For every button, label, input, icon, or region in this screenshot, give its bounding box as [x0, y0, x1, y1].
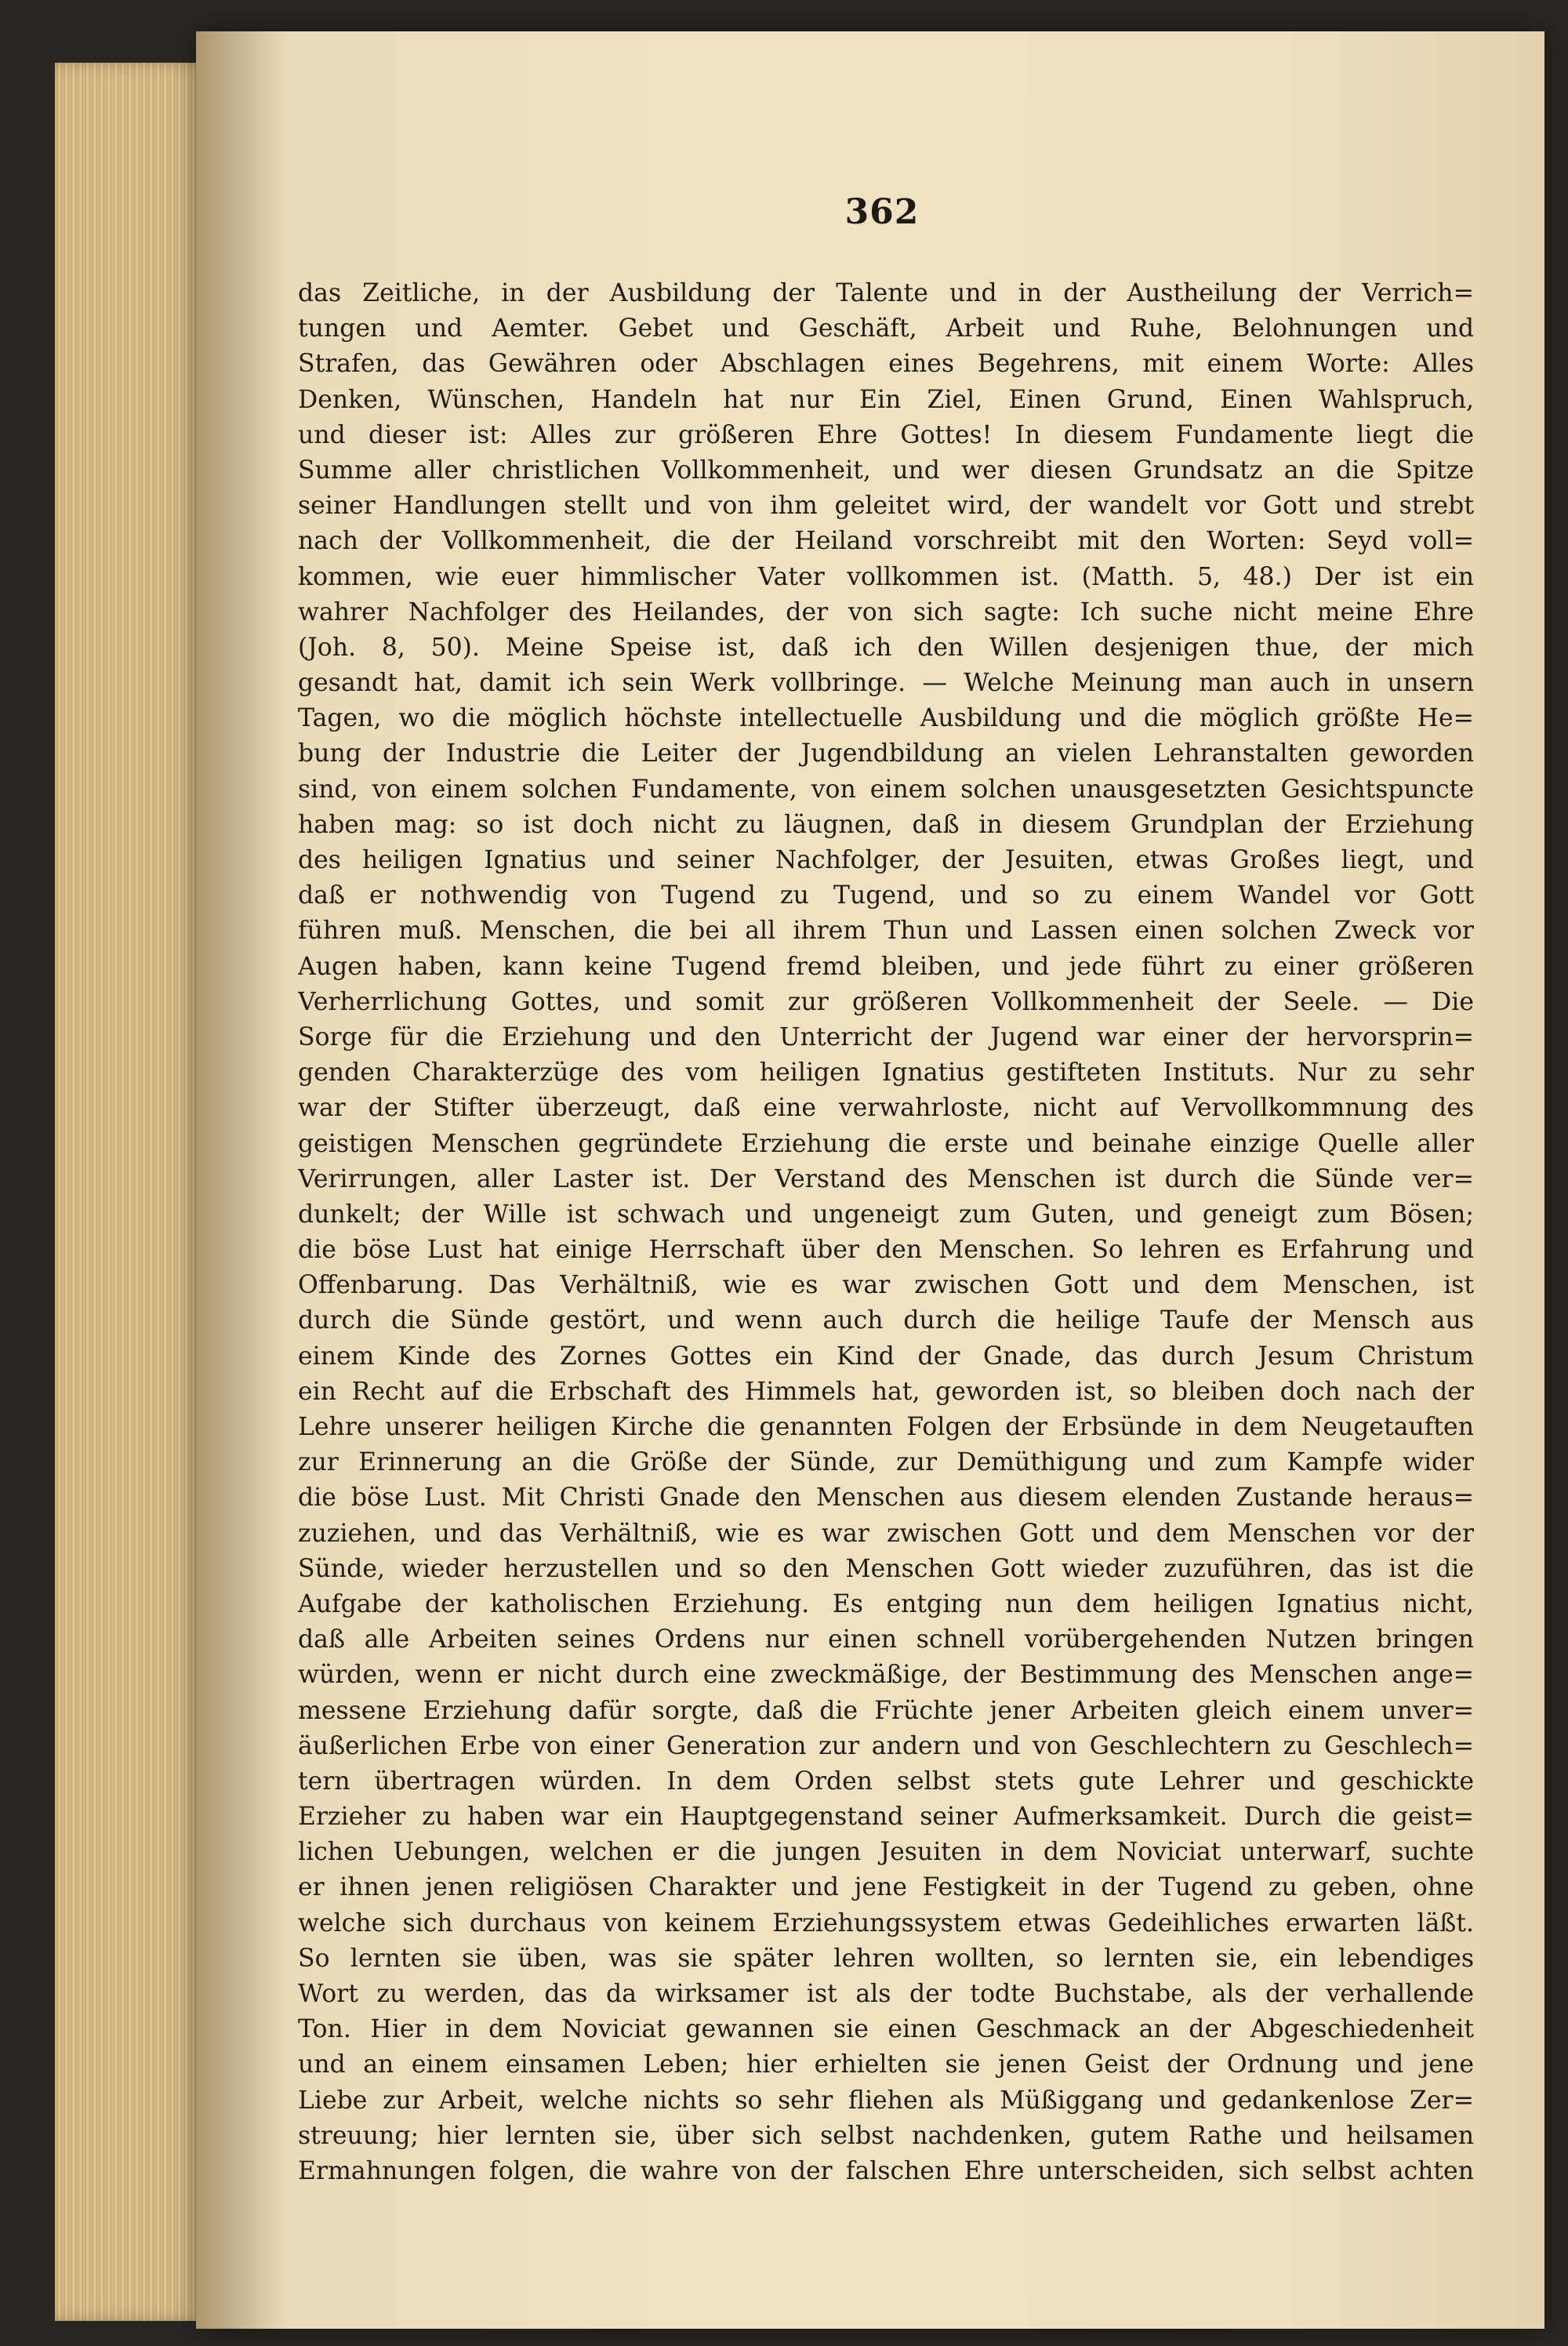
text-line: die böse Lust hat einige Herrschaft über den Menschen. So lehren es Erfahrung und: [298, 1236, 1474, 1265]
text-line: nach der Vollkommenheit, die der Heiland vorschreibt mit den Worten: Seyd voll=: [298, 527, 1474, 556]
text-line: er ihnen jenen religiösen Charakter und jene Festigkeit in der Tugend zu geben, ohne: [298, 1873, 1474, 1902]
text-line: Ton. Hier in dem Noviciat gewannen sie einen Geschmack an der Abgeschiedenheit: [298, 2015, 1474, 2044]
text-line: gesandt hat, damit ich sein Werk vollbringe. — Welche Meinung man auch in unsern: [298, 669, 1474, 698]
page-number: 362: [844, 192, 920, 232]
text-line: Sünde, wieder herzustellen und so den Menschen Gott wieder zuzuführen, das ist die: [298, 1554, 1474, 1583]
text-line: wahrer Nachfolger des Heilandes, der von sich sagte: Ich suche nicht meine Ehre: [298, 597, 1474, 626]
text-line: Verherrlichung Gottes, und somit zur größeren Vollkommenheit der Seele. — Die: [298, 987, 1474, 1016]
text-line: Summe aller christlichen Vollkommenheit, und wer diesen Grundsatz an die Spitze: [298, 456, 1474, 485]
text-line: Strafen, das Gewähren oder Abschlagen eines Begehrens, mit einem Worte: Alles: [298, 350, 1474, 379]
text-line: Ermahnungen folgen, die wahre von der falschen Ehre unterscheiden, sich selbst achten: [298, 2156, 1474, 2185]
text-line: seiner Handlungen stellt und von ihm geleitet wird, der wandelt vor Gott und strebt: [298, 492, 1474, 521]
body-text: [298, 276, 1474, 2189]
text-line: Liebe zur Arbeit, welche nichts so sehr fliehen als Müßiggang und gedankenlose Zer=: [298, 2086, 1474, 2115]
text-line: Sorge für die Erziehung und den Unterricht der Jugend war einer der hervorsprin=: [298, 1022, 1474, 1051]
text-line: tern übertragen würden. In dem Orden selbst stets gute Lehrer und geschickte: [298, 1767, 1474, 1796]
text-line: zuziehen, und das Verhältniß, wie es war zwischen Gott und dem Menschen vor der: [298, 1519, 1474, 1548]
text-line: und an einem einsamen Leben; hier erhielten sie jenen Geist der Ordnung und jene: [298, 2050, 1474, 2079]
text-line: Verirrungen, aller Laster ist. Der Verstand des Menschen ist durch die Sünde ver=: [298, 1164, 1474, 1193]
text-line: des heiligen Ignatius und seiner Nachfolger, der Jesuiten, etwas Großes liegt, und: [298, 846, 1474, 874]
text-line: So lernten sie üben, was sie später lehren wollten, so lernten sie, ein lebendiges: [298, 1944, 1474, 1973]
book-page-edges: [55, 63, 212, 2321]
text-line: daß alle Arbeiten seines Ordens nur einen schnell vorübergehenden Nutzen bringen: [298, 1625, 1474, 1654]
text-line: dunkelt; der Wille ist schwach und ungeneigt zum Guten, und geneigt zum Bösen;: [298, 1200, 1474, 1229]
text-line: war der Stifter überzeugt, daß eine verwahrloste, nicht auf Vervollkommnung des: [298, 1094, 1474, 1123]
text-line: welche sich durchaus von keinem Erziehungssystem etwas Gedeihliches erwarten läßt.: [298, 1908, 1474, 1937]
text-line: die böse Lust. Mit Christi Gnade den Menschen aus diesem elenden Zustande heraus=: [298, 1484, 1474, 1513]
text-line: messene Erziehung dafür sorgte, daß die Früchte jener Arbeiten gleich einem unver=: [298, 1696, 1474, 1725]
text-line: Tagen, wo die möglich höchste intellectuelle Ausbildung und die möglich größte He=: [298, 704, 1474, 733]
text-line: Lehre unserer heiligen Kirche die genannten Folgen der Erbsünde in dem Neugetauften: [298, 1413, 1474, 1441]
text-line: tungen und Aemter. Gebet und Geschäft, Arbeit und Ruhe, Belohnungen und: [298, 314, 1474, 343]
text-line: Aufgabe der katholischen Erziehung. Es entging nun dem heiligen Ignatius nicht,: [298, 1589, 1474, 1618]
text-line: Erzieher zu haben war ein Hauptgegenstand seiner Aufmerksamkeit. Durch die geist=: [298, 1803, 1474, 1832]
text-line: äußerlichen Erbe von einer Generation zur andern und von Geschlechtern zu Geschlech=: [298, 1731, 1474, 1760]
text-line: durch die Sünde gestört, und wenn auch durch die heilige Taufe der Mensch aus: [298, 1306, 1474, 1335]
text-line: sind, von einem solchen Fundamente, von einem solchen unausgesetzten Gesichtspuncte: [298, 775, 1474, 804]
text-line: kommen, wie euer himmlischer Vater vollkommen ist. (Matth. 5, 48.) Der ist ein: [298, 562, 1474, 591]
text-line: und dieser ist: Alles zur größeren Ehre Gottes! In diesem Fundamente liegt die: [298, 420, 1474, 449]
text-line: würden, wenn er nicht durch eine zweckmäßige, der Bestimmung des Menschen ange=: [298, 1661, 1474, 1690]
text-line: einem Kinde des Zornes Gottes ein Kind der Gnade, das durch Jesum Christum: [298, 1342, 1474, 1371]
text-line: geistigen Menschen gegründete Erziehung die erste und beinahe einzige Quelle aller: [298, 1129, 1474, 1158]
text-line: daß er nothwendig von Tugend zu Tugend, und so zu einem Wandel vor Gott: [298, 881, 1474, 910]
text-line: das Zeitliche, in der Ausbildung der Talente und in der Austheilung der Verrich=: [298, 279, 1474, 307]
text-line: führen muß. Menschen, die bei all ihrem Thun und Lassen einen solchen Zweck vor: [298, 917, 1474, 946]
text-line: zur Erinnerung an die Größe der Sünde, zur Demüthigung und zum Kampfe wider: [298, 1448, 1474, 1477]
text-line: (Joh. 8, 50). Meine Speise ist, daß ich den Willen desjenigen thue, der mich: [298, 633, 1474, 662]
text-line: lichen Uebungen, welchen er die jungen Jesuiten in dem Noviciat unterwarf, suchte: [298, 1838, 1474, 1867]
page-header: [274, 192, 1490, 232]
text-line: ein Recht auf die Erbschaft des Himmels hat, geworden ist, so bleiben doch nach der: [298, 1377, 1474, 1406]
text-line: Wort zu werden, das da wirksamer ist als der todte Buchstabe, als der verhallende: [298, 1980, 1474, 2008]
text-line: Offenbarung. Das Verhältniß, wie es war zwischen Gott und dem Menschen, ist: [298, 1271, 1474, 1300]
text-line: Augen haben, kann keine Tugend fremd bleiben, und jede führt zu einer größeren: [298, 952, 1474, 981]
text-line: Denken, Wünschen, Handeln hat nur Ein Ziel, Einen Grund, Einen Wahlspruch,: [298, 385, 1474, 414]
text-line: bung der Industrie die Leiter der Jugendbildung an vielen Lehranstalten geworden: [298, 739, 1474, 768]
text-line: genden Charakterzüge des vom heiligen Ignatius gestifteten Instituts. Nur zu sehr: [298, 1059, 1474, 1088]
text-line: haben mag: so ist doch nicht zu läugnen, daß in diesem Grundplan der Erziehung: [298, 810, 1474, 839]
text-line: streuung; hier lernten sie, über sich selbst nachdenken, gutem Rathe und heilsamen: [298, 2121, 1474, 2150]
